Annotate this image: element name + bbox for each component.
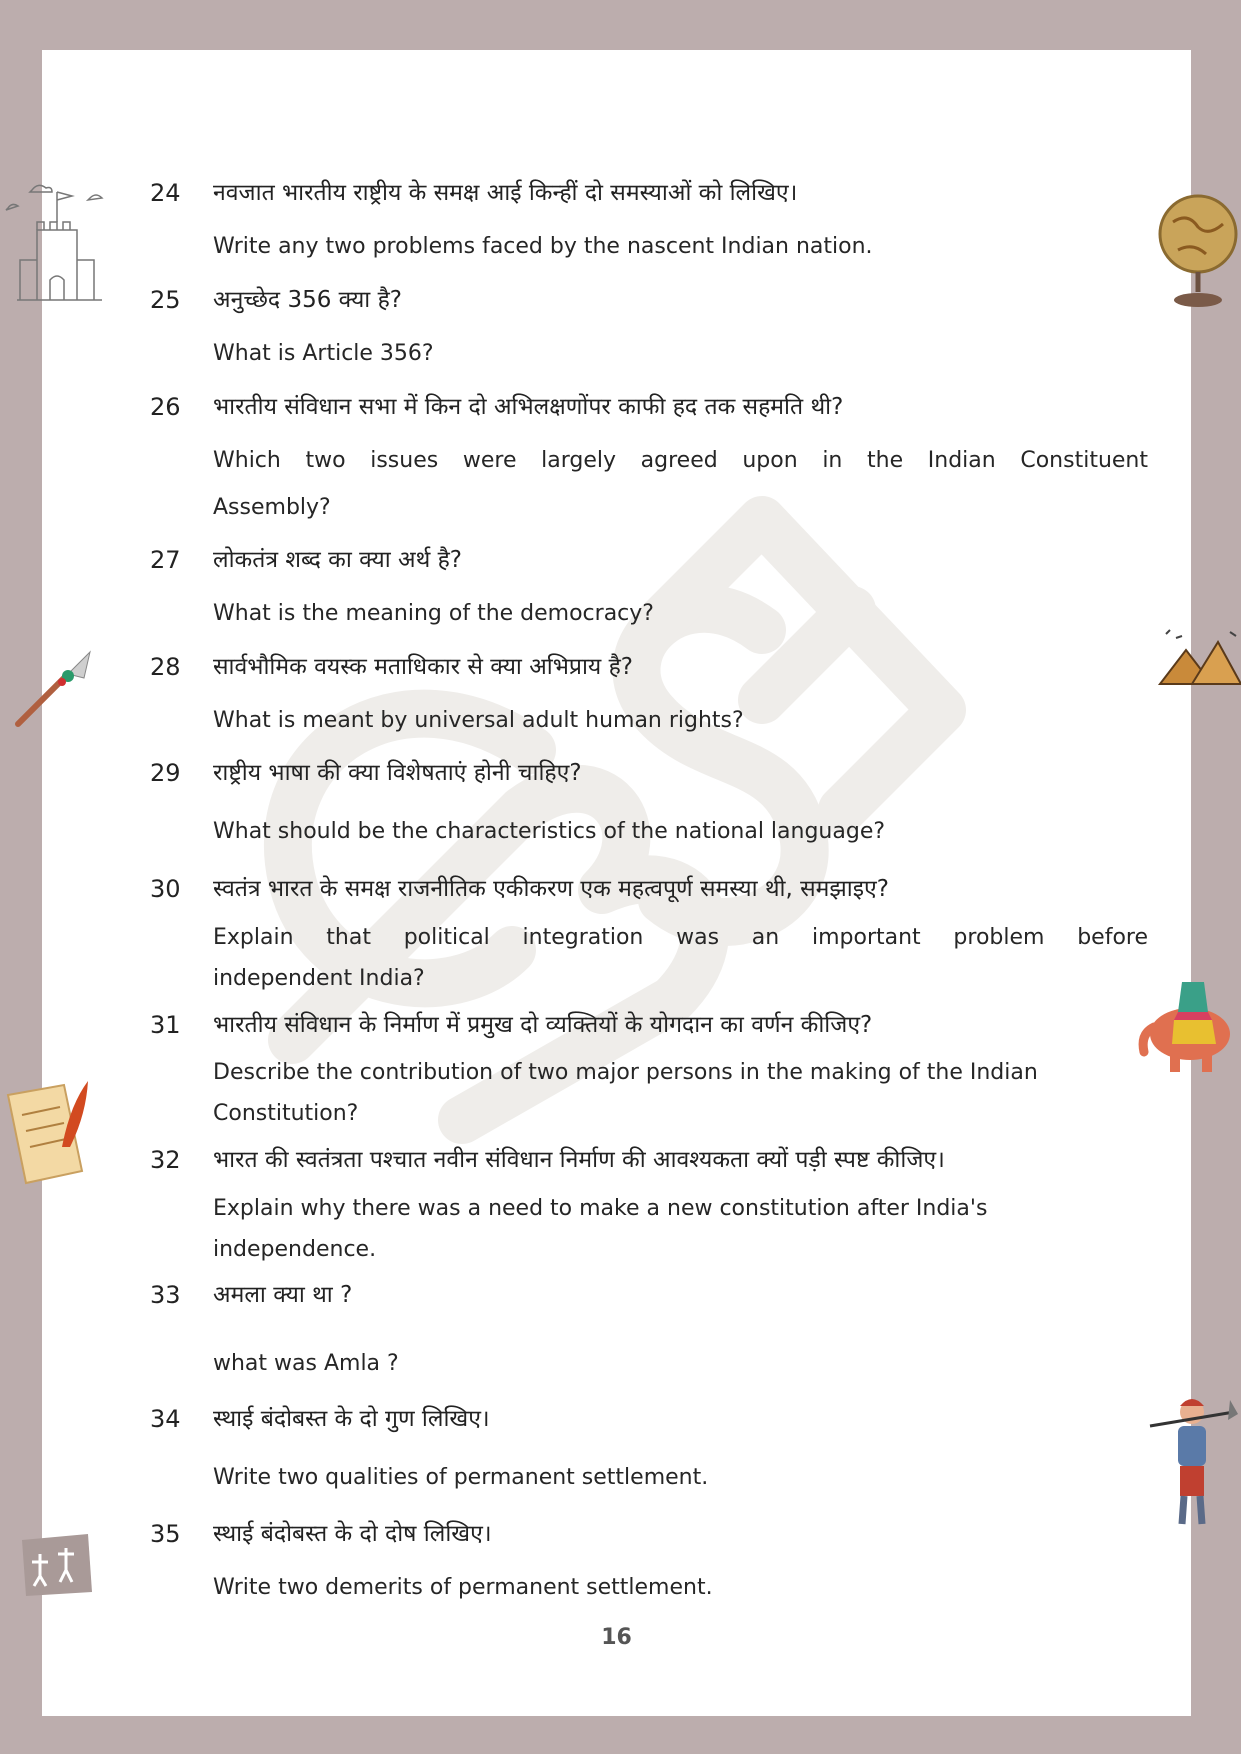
question-english: Write two demerits of permanent settlement. (213, 1575, 713, 1600)
question-number: 26 (150, 393, 181, 421)
question-hindi: स्थाई बंदोबस्त के दो दोष लिखिए। (213, 1521, 492, 1547)
scroll-quill-icon (0, 1075, 98, 1193)
question-number: 30 (150, 875, 181, 903)
question-number: 27 (150, 546, 181, 574)
question-hindi: भारतीय संविधान के निर्माण में प्रमुख दो व्यक्तियों के योगदान का वर्णन कीजिए? (213, 1012, 873, 1038)
question-hindi: लोकतंत्र शब्द का क्या अर्थ है? (213, 547, 463, 573)
question-number: 34 (150, 1405, 181, 1433)
question-english: Write two qualities of permanent settlement. (213, 1465, 709, 1490)
warrior-icon (1148, 1392, 1238, 1532)
question-english: What is Article 356? (213, 341, 434, 366)
question-hindi: नवजात भारतीय राष्ट्रीय के समक्ष आई किन्हीं दो समस्याओं को लिखिए। (213, 180, 798, 206)
question-hindi: सार्वभौमिक वयस्क मताधिकार से क्या अभिप्राय है? (213, 654, 634, 680)
question-hindi: भारत की स्वतंत्रता पश्चात नवीन संविधान निर्माण की आवश्यकता क्यों पड़ी स्पष्ट कीजिए। (213, 1147, 945, 1173)
question-number: 35 (150, 1520, 181, 1548)
question-english: what was Amla ? (213, 1351, 399, 1376)
question-number: 29 (150, 759, 181, 787)
question-number: 32 (150, 1146, 181, 1174)
question-number: 33 (150, 1281, 181, 1309)
question-hindi: अमला क्या था ? (213, 1282, 353, 1308)
question-number: 31 (150, 1011, 181, 1039)
question-number: 24 (150, 179, 181, 207)
question-english: What is meant by universal adult human rights? (213, 708, 744, 733)
question-number: 25 (150, 286, 181, 314)
cave-painting-icon (18, 1530, 94, 1600)
castle-icon (2, 180, 112, 305)
question-english-cont: independence. (213, 1237, 377, 1262)
question-english: Describe the contribution of two major persons in the making of the Indian (213, 1060, 1038, 1085)
question-hindi: राष्ट्रीय भाषा की क्या विशेषताएं होनी चाहिए? (213, 760, 582, 786)
question-english-cont: independent India? (213, 966, 425, 991)
question-english: What should be the characteristics of the national language? (213, 819, 886, 844)
question-english: Explain why there was a need to make a new constitution after India's (213, 1196, 988, 1221)
globe-icon (1158, 182, 1238, 314)
spear-icon (12, 648, 94, 728)
question-hindi: अनुच्छेद 356 क्या है? (213, 287, 402, 313)
question-english: What is the meaning of the democracy? (213, 601, 654, 626)
question-hindi: भारतीय संविधान सभा में किन दो अभिलक्षणोंपर काफी हद तक सहमति थी? (213, 394, 844, 420)
elephant-icon (1132, 972, 1241, 1076)
question-english: Which two issues were largely agreed upon in the Indian Constituent (213, 448, 1148, 473)
question-english-cont: Constitution? (213, 1101, 359, 1126)
pyramids-icon (1156, 628, 1241, 690)
question-english: Explain that political integration was an important problem before (213, 925, 1148, 950)
question-english: Write any two problems faced by the nascent Indian nation. (213, 234, 873, 259)
question-number: 28 (150, 653, 181, 681)
question-english-cont: Assembly? (213, 495, 331, 520)
document-page (42, 50, 1191, 1716)
question-hindi: स्वतंत्र भारत के समक्ष राजनीतिक एकीकरण एक महत्वपूर्ण समस्या थी, समझाइए? (213, 876, 889, 902)
page-number: 16 (601, 1625, 632, 1650)
question-hindi: स्थाई बंदोबस्त के दो गुण लिखिए। (213, 1406, 490, 1432)
